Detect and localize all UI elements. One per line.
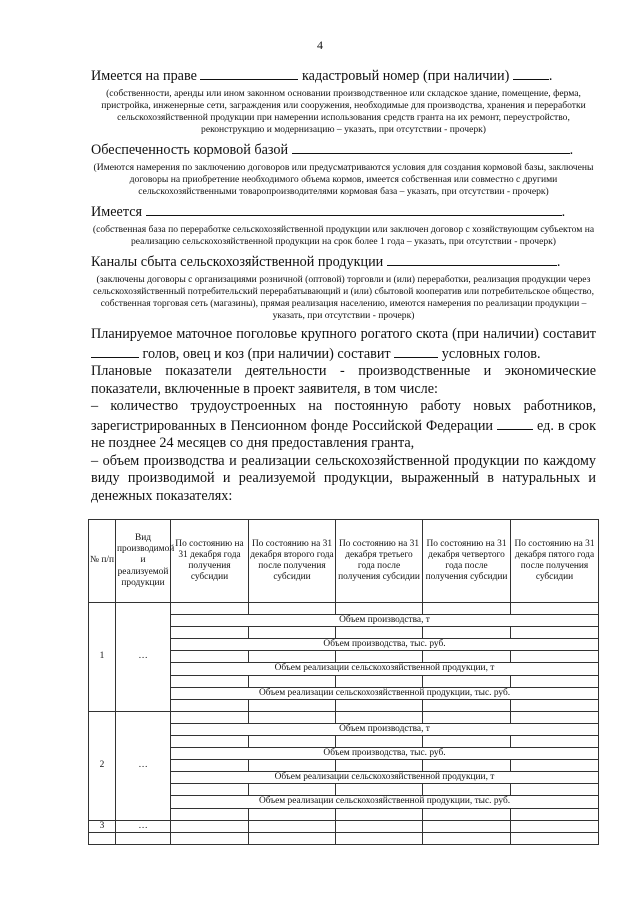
caption-cell: Объем производства, т	[171, 723, 599, 735]
value-cell[interactable]	[511, 736, 599, 748]
caption-cell: Объем реализации сельскохозяйственной продукции, тыс. руб.	[171, 796, 599, 808]
page-number: 4	[317, 38, 323, 52]
value-cell[interactable]	[511, 675, 599, 687]
processing-base-blank[interactable]	[146, 202, 562, 216]
row-product[interactable]: …	[116, 711, 171, 820]
value-cell[interactable]	[249, 832, 336, 844]
value-cell[interactable]	[336, 832, 423, 844]
table-row	[89, 711, 599, 723]
value-cell[interactable]	[171, 711, 249, 723]
feed-base-blank[interactable]	[292, 140, 570, 154]
value-cell[interactable]	[249, 699, 336, 711]
feed-base-line: Обеспеченность кормовой базой .	[91, 142, 574, 158]
livestock-paragraph	[91, 326, 596, 363]
volume-paragraph: – объем производства и реализации сельскохозяйственной продукции по каждому виду производимой и реализуемой продукции, выраженный в натуральных и денежных показателях:	[91, 452, 596, 504]
value-cell[interactable]	[511, 603, 599, 615]
value-cell[interactable]	[249, 784, 336, 796]
value-cell[interactable]	[171, 736, 249, 748]
value-cell[interactable]	[249, 808, 336, 820]
value-cell[interactable]	[423, 675, 511, 687]
table-header-row	[89, 520, 599, 603]
cattle-label: Планируемое маточное поголовье крупного рогатого скота (при наличии) составит	[91, 326, 596, 342]
caption-cell: Объем реализации сельскохозяйственной продукции, т	[171, 663, 599, 675]
sales-channels-blank[interactable]	[387, 252, 557, 266]
value-cell[interactable]	[116, 832, 171, 844]
employees-paragraph	[91, 398, 596, 453]
value-cell[interactable]	[249, 675, 336, 687]
value-cell[interactable]	[423, 627, 511, 639]
value-cell[interactable]	[336, 760, 423, 772]
value-cell[interactable]	[511, 760, 599, 772]
value-cell[interactable]	[89, 832, 116, 844]
sales-channels-line: Каналы сбыта сельскохозяйственной продукции .	[91, 254, 561, 270]
value-cell[interactable]	[511, 784, 599, 796]
value-cell[interactable]	[249, 736, 336, 748]
property-right-note: (собственности, аренды или ином законном основании производственное или складское здание, помещение, ферма, пристройка, инженерные сети, заграждения или сооружения, необходимые для производства, хранения и переработки сельскохозяйственной продукции при намерении использования средств гранта на их ремонт, переустройство, реконструкцию и модернизацию – указать, при отсутствии - прочерк)	[101, 88, 586, 135]
row-product[interactable]: …	[116, 820, 171, 832]
indicators-paragraph: Плановые показатели деятельности - производственные и экономические показатели, включенные в проект заявителя, в том числе:	[91, 363, 596, 397]
row-product[interactable]: …	[116, 603, 171, 712]
value-cell[interactable]	[336, 675, 423, 687]
value-cell[interactable]	[423, 760, 511, 772]
header-year-0: По состоянию на 31 декабря года получения субсидии	[171, 520, 249, 603]
table-row	[89, 603, 599, 615]
value-cell[interactable]	[511, 711, 599, 723]
value-cell[interactable]	[423, 651, 511, 663]
value-cell[interactable]	[511, 820, 599, 832]
value-cell[interactable]	[511, 699, 599, 711]
value-cell[interactable]	[171, 603, 249, 615]
value-cell[interactable]	[249, 627, 336, 639]
value-cell[interactable]	[336, 820, 423, 832]
table-row	[89, 820, 599, 832]
value-cell[interactable]	[171, 675, 249, 687]
row-number: 3	[89, 820, 116, 832]
sheep-goats-blank[interactable]	[394, 344, 438, 358]
sales-channels-label: Каналы сбыта сельскохозяйственной продукции	[91, 254, 384, 270]
caption-cell: Объем реализации сельскохозяйственной продукции, т	[171, 772, 599, 784]
conditional-heads-label: условных голов.	[441, 345, 541, 362]
row-number: 2	[89, 711, 116, 820]
value-cell[interactable]	[423, 808, 511, 820]
processing-base-label: Имеется	[91, 204, 143, 220]
value-cell[interactable]	[171, 651, 249, 663]
value-cell[interactable]	[423, 699, 511, 711]
header-num: № п/п	[89, 520, 116, 603]
value-cell[interactable]	[249, 651, 336, 663]
header-year-5: По состоянию на 31 декабря пятого года после получения субсидии	[511, 520, 599, 603]
value-cell[interactable]	[423, 736, 511, 748]
value-cell[interactable]	[511, 627, 599, 639]
employees-count-blank[interactable]	[497, 416, 533, 430]
value-cell[interactable]	[336, 711, 423, 723]
value-cell[interactable]	[171, 760, 249, 772]
value-cell[interactable]	[171, 699, 249, 711]
sheep-goats-label: голов, овец и коз (при наличии) составит	[142, 345, 391, 362]
form-body	[91, 66, 596, 505]
value-cell[interactable]	[423, 603, 511, 615]
caption-cell: Объем реализации сельскохозяйственной продукции, тыс. руб.	[171, 687, 599, 699]
value-cell[interactable]	[423, 832, 511, 844]
caption-cell: Объем производства, тыс. руб.	[171, 748, 599, 760]
property-right-blank[interactable]	[200, 66, 298, 80]
value-cell[interactable]	[171, 820, 249, 832]
value-cell[interactable]	[249, 603, 336, 615]
value-cell[interactable]	[171, 808, 249, 820]
value-cell[interactable]	[336, 603, 423, 615]
sales-channels-note: (заключены договоры с организациями розничной (оптовой) торговли и (или) переработки, реализация продукции через сельскохозяйственный потребительский перерабатывающий и (или) сбытовой кооператив или потребительское общество, собственная торговая сеть (магазины), прямая реализация населению, имеются намерения по реализации продукции – указать, при отсутствии - прочерк)	[93, 274, 594, 321]
value-cell[interactable]	[511, 832, 599, 844]
value-cell[interactable]	[336, 699, 423, 711]
value-cell[interactable]	[423, 784, 511, 796]
header-year-2: По состоянию на 31 декабря второго года после получения субсидии	[249, 520, 336, 603]
value-cell[interactable]	[336, 651, 423, 663]
cadastral-number-label: кадастровый номер (при наличии)	[302, 68, 510, 84]
row-number: 1	[89, 603, 116, 712]
value-cell[interactable]	[511, 808, 599, 820]
value-cell[interactable]	[423, 820, 511, 832]
property-right-line: Имеется на праве кадастровый номер (при наличии) .	[91, 68, 553, 84]
caption-cell: Объем производства, т	[171, 615, 599, 627]
cattle-count-blank[interactable]	[91, 344, 139, 358]
table-row	[89, 832, 599, 844]
header-year-4: По состоянию на 31 декабря четвертого года после получения субсидии	[423, 520, 511, 603]
value-cell[interactable]	[423, 711, 511, 723]
processing-base-line: Имеется .	[91, 204, 566, 220]
caption-cell: Объем производства, тыс. руб.	[171, 639, 599, 651]
header-year-3: По состоянию на 31 декабря третьего года после получения субсидии	[336, 520, 423, 603]
value-cell[interactable]	[336, 627, 423, 639]
property-right-label: Имеется на праве	[91, 68, 197, 84]
value-cell[interactable]	[171, 627, 249, 639]
value-cell[interactable]	[171, 832, 249, 844]
value-cell[interactable]	[336, 736, 423, 748]
processing-base-note: (собственная база по переработке сельскохозяйственной продукции или заключен договор с хозяйствующим субъектом на реализацию сельскохозяйственной продукции на срок более 1 года – указать, при отсутствии - прочерк)	[92, 224, 595, 247]
value-cell[interactable]	[511, 651, 599, 663]
value-cell[interactable]	[249, 820, 336, 832]
header-product: Вид производимой и реализуемой продукции	[116, 520, 171, 603]
value-cell[interactable]	[249, 711, 336, 723]
indicators-table	[88, 519, 599, 845]
value-cell[interactable]	[249, 760, 336, 772]
cadastral-number-blank[interactable]	[513, 66, 549, 80]
employees-deadline-label: ед. в срок не позднее 24 месяцев со дня предоставления гранта,	[91, 417, 597, 451]
value-cell[interactable]	[336, 784, 423, 796]
feed-base-label: Обеспеченность кормовой базой	[91, 142, 289, 158]
employees-label: – количество трудоустроенных на постоянную работу новых работников, зарегистрированных в Пенсионном фонде Российской Федерации	[91, 398, 596, 434]
feed-base-note: (Имеются намерения по заключению договоров или предусматриваются условия для создания кормовой базы, заключены договоры на приобретение необходимого объема кормов, имеется собственная или совместно с другими сельскохозяйственными товаропроизводителями кормовая база – указать, при отсутствии - прочерк)	[93, 162, 594, 197]
value-cell[interactable]	[171, 784, 249, 796]
value-cell[interactable]	[336, 808, 423, 820]
